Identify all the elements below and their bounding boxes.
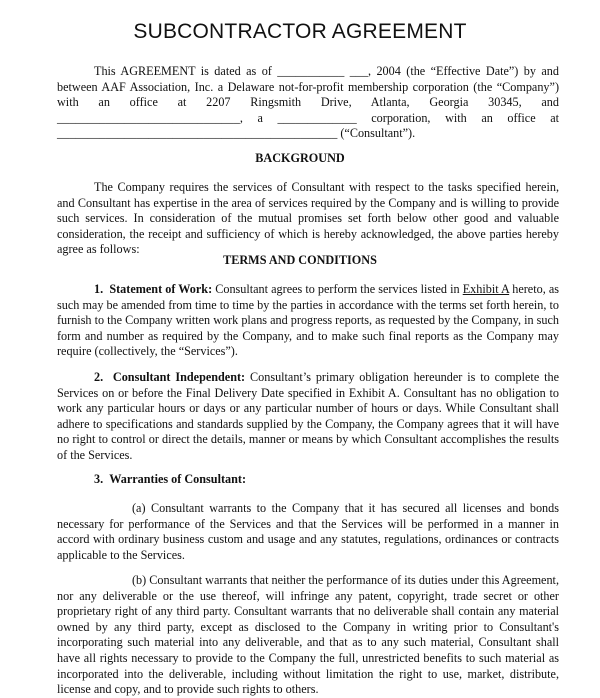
section-1-text-before: Consultant agrees to perform the services listed in <box>212 282 463 296</box>
section-3-number: 3. <box>94 472 104 486</box>
background-paragraph: The Company requires the services of Consultant with respect to the tasks specified herein, and Consultant has expertise in the area of services required by the Company and is willing to provide such services. In consideration of the mutual promises set forth below other good and valuable consideration, the receipt and sufficiency of which is hereby acknowledged, the above parties hereby agree as follows: <box>57 180 559 257</box>
section-2-title: Consultant Independent: <box>112 370 246 384</box>
section-3-heading <box>57 472 559 488</box>
background-heading: BACKGROUND <box>255 151 345 165</box>
section-3a-paragraph: (a) Consultant warrants to the Company that it has secured all licenses and bonds necessary for performance of the Services and that the Services will be performed in a manner in accord with ordinary business custom and usage and any statutes, regulations, ordinances or contracts applicable to the Services. <box>57 501 559 562</box>
exhibit-a-link[interactable]: Exhibit A <box>462 282 510 296</box>
section-2-text: Consultant’s primary obligation hereunder is to complete the Services on or before the Final Delivery Date specified in Exhibit A. Consultant has no obligation to work any particular hours or days or any particular number of hours or days. While Consultant shall adhere to specifications and standards supplied by the Company, the Company agrees that it will have no right to control or direct the details, manner or means by which Consultant accomplishes the results of the Services. <box>57 370 560 462</box>
section-1-number: 1. <box>94 282 104 296</box>
section-1-text-after: hereto, as such may be amended from time to time by the parties in accordance with the terms set forth herein, to furnish to the Company written work plans and progress reports, as requested by the Company, in such form and number as required by the Company, and to make such final reports as the Company may require (collectively, the “Services”). <box>57 282 559 359</box>
terms-heading: TERMS AND CONDITIONS <box>223 253 377 267</box>
section-3-title: Warranties of Consultant: <box>109 472 247 486</box>
section-1-paragraph <box>57 282 559 360</box>
section-2-number: 2. <box>94 370 104 384</box>
document-title: SUBCONTRACTOR AGREEMENT <box>133 20 467 43</box>
section-3b-paragraph: (b) Consultant warrants that neither the performance of its duties under this Agreement, nor any deliverable or the use thereof, will infringe any patent, copyright, trade secret or other proprietary right of any third party. Consultant warrants that no deliverable shall contain any material owned by any third party, except as disclosed to the Company in writing prior to Consultant's incorporating such material into any deliverable, and that as to any such material, Consultant shall have all rights necessary to provide to the Company the full, unrestricted benefits to such material as incorporated into the deliverable, including without limitation the right to use, market, distribute, license and copy, and to provide such rights to others. <box>57 573 559 697</box>
section-1-title: Statement of Work: <box>109 282 213 296</box>
section-2-paragraph <box>57 370 559 464</box>
intro-paragraph: This AGREEMENT is dated as of ___________ ___, 2004 (the “Effective Date”) by and between AAF Association, Inc. a Delaware not-for-profit membership corporation (the “Company”) with an office at 2207 Ringsmith Drive, Atlanta, Georgia 30345, and ______________________________, a _____________ corporation, with an office at ______________________________________________ (“Consultant”). <box>57 64 559 141</box>
